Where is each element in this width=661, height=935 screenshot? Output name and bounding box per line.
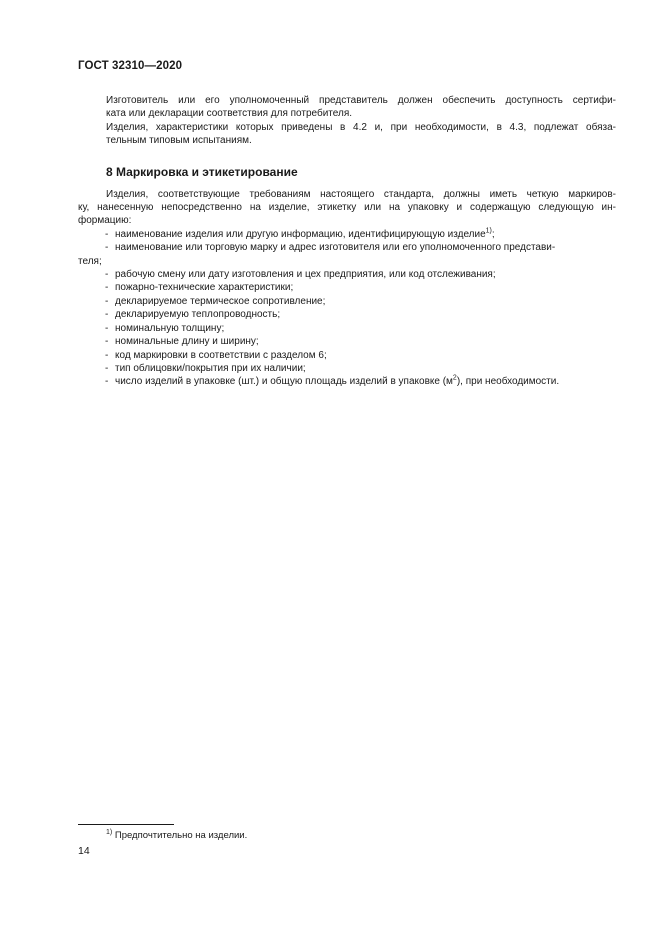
list-item (78, 228, 616, 241)
list-item (78, 349, 616, 362)
list-item (78, 335, 616, 348)
paragraph-line: тельным типовым испытаниям. (106, 135, 252, 147)
list-dash: - (105, 242, 109, 254)
paragraph-line: Изготовитель или его уполномоченный представитель должен обеспечить доступность сертифи- (106, 95, 616, 106)
list-item (78, 241, 616, 254)
list-item (78, 268, 616, 281)
list-dash: - (105, 295, 109, 307)
list-item-text: декларируемое термическое сопротивление; (115, 295, 326, 307)
unit-superscript: 2 (452, 374, 457, 382)
list-item-tail: ), при необходимости. (456, 376, 560, 388)
list-item (78, 322, 616, 335)
marking-requirements-list (78, 228, 616, 389)
paragraph-type-testing (78, 121, 616, 148)
list-dash: - (105, 349, 109, 361)
section-heading: 8 Маркировка и этикетирование (106, 164, 298, 179)
footnote (106, 830, 247, 842)
list-item-tail: ; (491, 228, 495, 240)
footnote-reference: 1) (485, 227, 492, 235)
list-dash: - (105, 269, 109, 281)
list-item-text: номинальные длину и ширину; (115, 336, 259, 348)
list-dash: - (105, 309, 109, 321)
section-intro (78, 188, 616, 228)
list-item-text: число изделий в упаковке (шт.) и общую площадь изделий в упаковке (м (115, 376, 453, 388)
list-item-text: пожарно-технические характеристики; (115, 282, 294, 294)
list-item-text-continuation: теля; (78, 255, 102, 267)
list-item-text: код маркировки в соответствии с разделом 6; (115, 349, 327, 361)
list-item (78, 308, 616, 321)
paragraph-line: ката или декларации соответствия для потребителя. (106, 108, 353, 120)
paragraph-line: Изделия, соответствующие требованиям настоящего стандарта, должны иметь четкую маркиров- (106, 188, 616, 200)
list-item (78, 295, 616, 308)
list-dash: - (105, 228, 109, 240)
list-dash: - (105, 322, 109, 334)
paragraph-line: формацию: (78, 215, 132, 227)
list-dash: - (105, 282, 109, 294)
list-item (78, 375, 616, 388)
paragraph-line: Изделия, характеристики которых приведены в 4.2 и, при необходимости, в 4.3, подлежат обяза- (106, 121, 616, 133)
list-dash: - (105, 376, 109, 388)
list-item-continuation (78, 255, 616, 268)
list-dash: - (105, 336, 109, 348)
list-item-text: рабочую смену или дату изготовления и цех предприятия, или код отслеживания; (115, 269, 496, 281)
list-item-text: номинальную толщину; (115, 322, 225, 334)
list-item (78, 362, 616, 375)
list-item-text: тип облицовки/покрытия при их наличии; (115, 362, 306, 374)
list-item-text: наименование или торговую марку и адрес изготовителя или его уполномоченного представи- (115, 242, 556, 254)
page-number: 14 (78, 845, 90, 857)
list-item-text: декларируемую теплопроводность; (115, 309, 281, 321)
footnote-marker: 1) (106, 828, 113, 836)
list-item (78, 281, 616, 294)
footnote-text: Предпочтительно на изделии. (114, 830, 248, 841)
list-dash: - (105, 362, 109, 374)
page-body (78, 94, 616, 389)
footnote-separator (78, 824, 174, 825)
standard-designation: ГОСТ 32310—2020 (78, 60, 183, 72)
list-item-text: наименование изделия или другую информацию, идентифицирующую изделие (115, 228, 486, 240)
paragraph-certificate-availability (78, 94, 616, 121)
paragraph-line: ку, нанесенную непосредственно на изделие, этикетку или на упаковку и содержащую следующую ин- (78, 202, 616, 214)
